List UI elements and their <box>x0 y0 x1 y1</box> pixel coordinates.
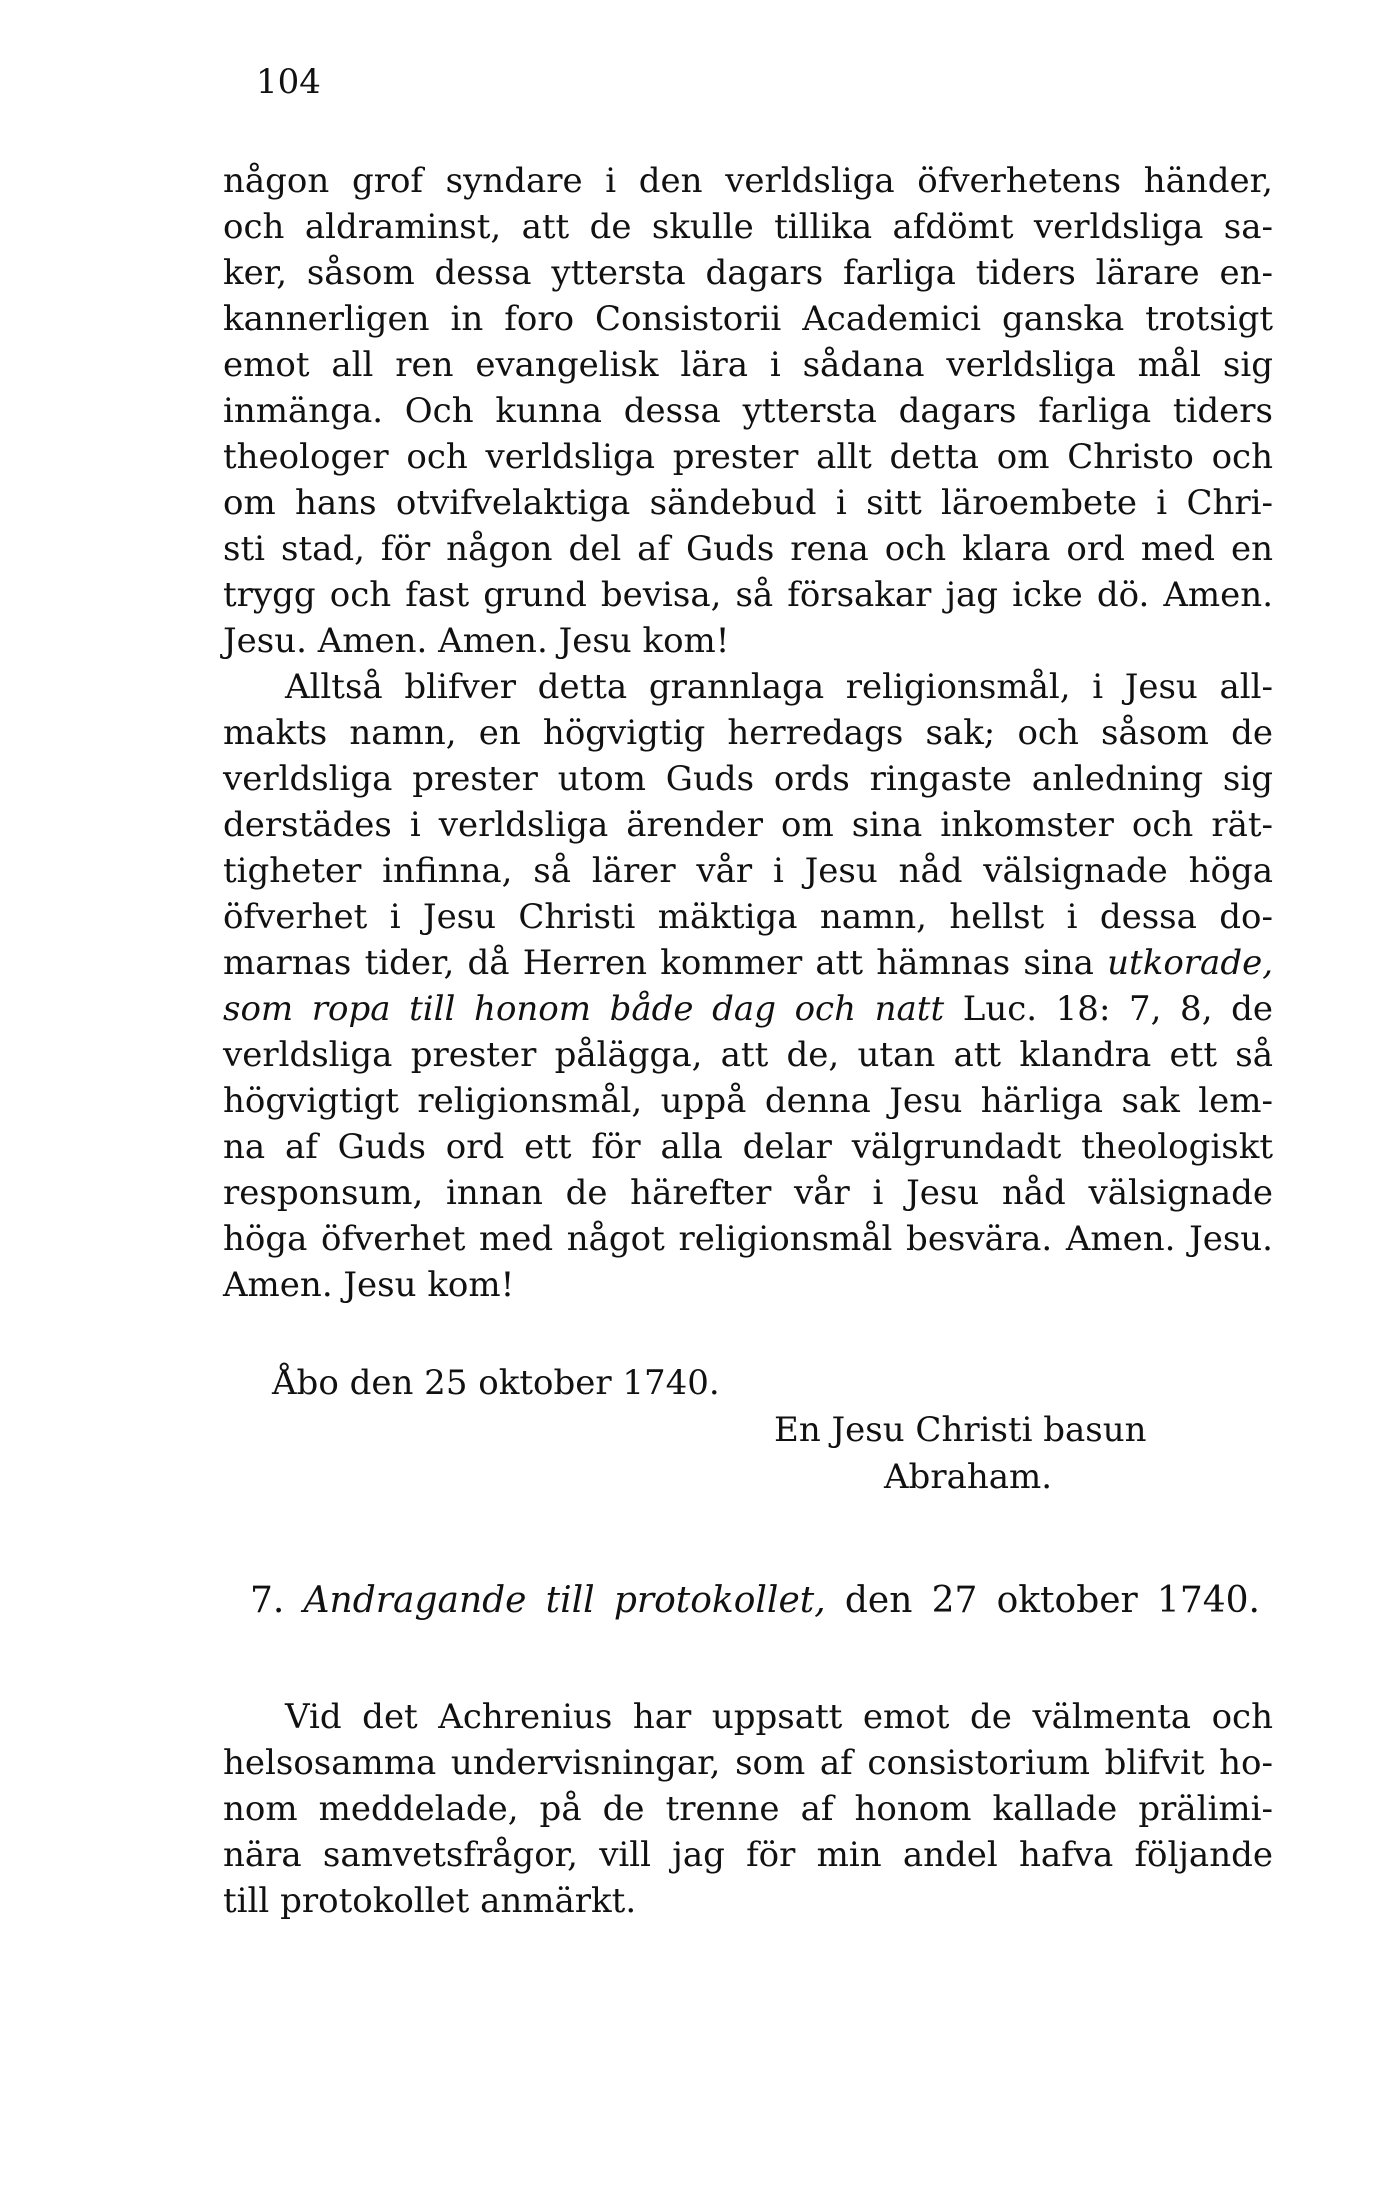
main-text-block <box>223 158 1273 1308</box>
signature-name: Abraham. <box>884 1457 1053 1497</box>
text-line: ker, såsom dessa yttersta dagars farliga tiders lärare en- <box>223 253 1273 293</box>
section-title: Andragande till protokollet, <box>303 1580 826 1621</box>
text-line: verldsliga prester pålägga, att de, utan att klandra ett så <box>223 1035 1273 1075</box>
section-date: den 27 oktober 1740. <box>844 1580 1260 1621</box>
text-line: höga öfverhet med något religionsmål besvära. Amen. Jesu. <box>223 1219 1273 1259</box>
text-line-mixed <box>223 986 1273 1032</box>
page-number: 104 <box>256 62 321 102</box>
text-line: någon grof syndare i den verldsliga öfverhetens händer, <box>223 161 1273 201</box>
text-line: helsosamma undervisningar, som af consistorium blifvit ho- <box>223 1743 1273 1783</box>
section-text-block <box>223 1694 1273 1924</box>
text-line: öfverhet i Jesu Christi mäktiga namn, hellst i dessa do- <box>223 897 1273 937</box>
text-line: makts namn, en högvigtig herredags sak; och såsom de <box>223 713 1273 753</box>
signature-line: En Jesu Christi basun <box>774 1410 1147 1450</box>
text-line: responsum, innan de härefter vår i Jesu nåd välsignade <box>223 1173 1273 1213</box>
place-date-line: Åbo den 25 oktober 1740. <box>272 1363 720 1403</box>
text-line: Amen. Jesu kom! <box>223 1265 515 1305</box>
italic-segment: som ropa till honom både dag och natt <box>223 989 945 1029</box>
text-line: tigheter infinna, så lärer vår i Jesu nåd välsignade höga <box>223 851 1273 891</box>
text-line: om hans otvifvelaktiga sändebud i sitt läroembete i Chri- <box>223 483 1273 523</box>
text-line: sti stad, för någon del af Guds rena och klara ord med en <box>223 529 1273 569</box>
paragraph-start-line: Vid det Achrenius har uppsatt emot de välmenta och <box>285 1697 1273 1737</box>
text-line: emot all ren evangelisk lära i sådana verldsliga mål sig <box>223 345 1273 385</box>
text-line: derstädes i verldsliga ärender om sina inkomster och rät- <box>223 805 1273 845</box>
text-segment: Luc. 18: 7, 8, de <box>962 989 1274 1029</box>
text-line: nom meddelade, på de trenne af honom kallade prälimi- <box>223 1789 1273 1829</box>
paragraph-start-line: Alltså blifver detta grannlaga religionsmål, i Jesu all- <box>285 667 1273 707</box>
text-line: till protokollet anmärkt. <box>223 1881 637 1921</box>
text-line: nära samvetsfrågor, vill jag för min andel hafva följande <box>223 1835 1273 1875</box>
text-line: högvigtigt religionsmål, uppå denna Jesu härliga sak lem- <box>223 1081 1273 1121</box>
text-line: verldsliga prester utom Guds ords ringaste anledning sig <box>223 759 1273 799</box>
text-line-mixed <box>223 940 1273 986</box>
text-line: trygg och fast grund bevisa, så försakar jag icke dö. Amen. <box>223 575 1273 615</box>
section-heading <box>250 1576 1260 1626</box>
text-line: och aldraminst, att de skulle tillika afdömt verldsliga sa- <box>223 207 1273 247</box>
text-line: kannerligen in foro Consistorii Academici ganska trotsigt <box>223 299 1273 339</box>
section-number: 7. <box>250 1580 285 1621</box>
text-line: theologer och verldsliga prester allt detta om Christo och <box>223 437 1273 477</box>
text-segment: marnas tider, då Herren kommer att hämnas sina <box>223 943 1094 983</box>
text-line: inmänga. Och kunna dessa yttersta dagars farliga tiders <box>223 391 1273 431</box>
text-line: Jesu. Amen. Amen. Jesu kom! <box>223 621 730 661</box>
italic-segment: utkorade, <box>1107 943 1274 983</box>
text-line: na af Guds ord ett för alla delar välgrundadt theologiskt <box>223 1127 1273 1167</box>
